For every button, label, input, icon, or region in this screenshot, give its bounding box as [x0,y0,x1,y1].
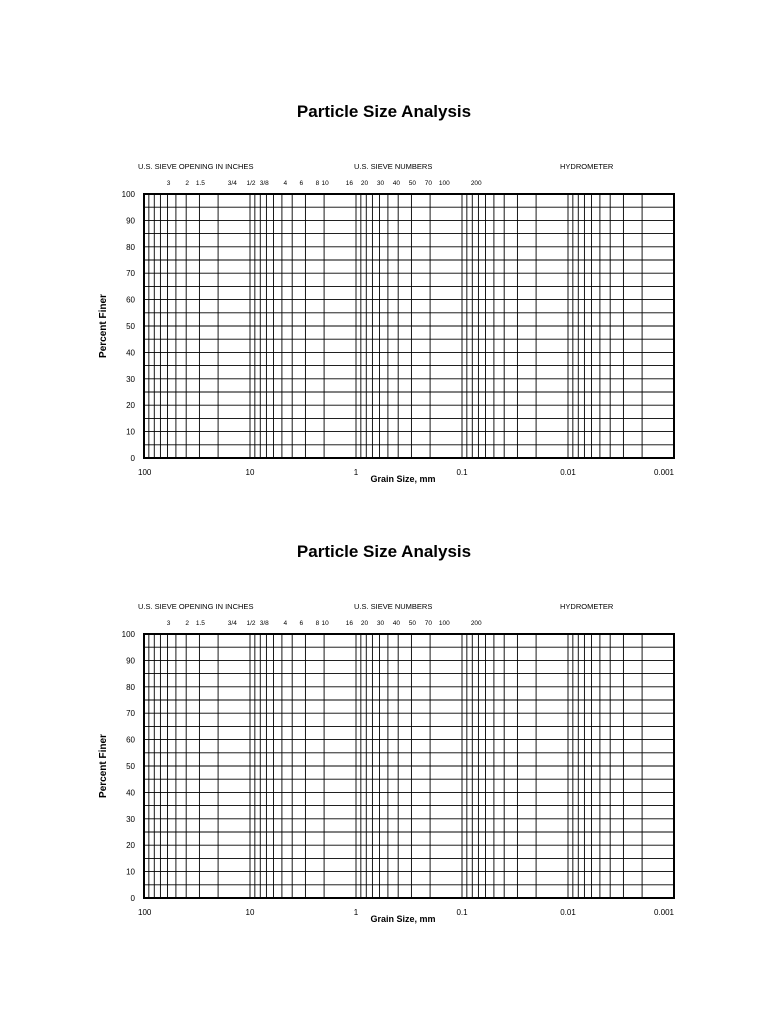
sieve-number-label: 30 [376,620,385,627]
sieve-number-label: 4 [283,180,288,187]
y-tick-label: 40 [126,348,135,358]
sieve-inch-label: 1/2 [246,180,256,187]
y-tick-label: 70 [126,709,135,719]
sieve-number-label: 100 [438,620,450,627]
y-tick-label: 20 [126,841,135,851]
chart-plot [0,102,768,522]
sieve-number-label: 200 [470,180,482,187]
y-tick-label: 30 [126,374,135,384]
y-tick-label: 30 [126,814,135,824]
x-axis-label: Grain Size, mm [370,474,436,484]
sieve-inch-label: 1.5 [195,620,205,627]
sieve-inch-label: 1/2 [246,620,256,627]
sieve-number-label: 6 [299,180,304,187]
y-tick-label: 10 [126,427,135,437]
y-axis-label: Percent Finer [98,294,109,358]
sieve-number-label: 20 [360,620,369,627]
x-tick-label: 0.001 [653,468,674,477]
y-tick-label: 0 [130,454,135,463]
chart-title: Particle Size Analysis [296,542,472,561]
sieve-inch-label: 2 [185,620,189,627]
sieve-number-label: 4 [283,620,288,627]
sieve-inch-label: 3/4 [227,180,237,187]
sieve-inch-label: 3 [166,180,171,187]
sieve-number-label: 100 [438,180,450,187]
sieve-number-label: 200 [470,620,482,627]
y-tick-label: 0 [130,894,135,903]
sieve-number-label: 40 [392,620,401,627]
y-tick-label: 90 [126,656,135,666]
chart-title: Particle Size Analysis [296,102,472,121]
y-tick-label: 10 [126,867,135,877]
y-axis-label: Percent Finer [98,734,109,798]
y-tick-label: 100 [121,190,135,199]
sieve-number-label: 70 [424,180,433,187]
y-tick-label: 60 [126,735,135,745]
sieve-inch-label: 3 [166,620,171,627]
x-tick-label: 10 [245,908,255,917]
x-tick-label: 1 [353,908,359,917]
x-axis-label: Grain Size, mm [370,914,436,924]
sieve-number-label: 8 [315,180,320,187]
sieve-number-label: 30 [376,180,385,187]
sieve-inch-label: 1.5 [195,180,205,187]
y-tick-label: 40 [126,788,135,798]
sieve-inch-label: 2 [185,180,189,187]
y-tick-label: 80 [126,682,135,692]
sieve-inch-label: 3/8 [259,620,269,627]
sieve-number-label: 70 [424,620,433,627]
sieve-number-label: 20 [360,180,369,187]
y-tick-label: 50 [126,322,135,331]
chart-plot [0,542,768,962]
x-tick-label: 100 [138,908,152,917]
sieve-number-label: 6 [299,620,304,627]
sieve-number-label: 8 [315,620,320,627]
sieve-number-label: 10 [321,180,329,187]
y-tick-label: 50 [126,762,135,771]
particle-size-chart-1 [0,102,768,522]
hydrometer-header: HYDROMETER [560,602,614,611]
sieve-numbers-header: U.S. SIEVE NUMBERS [354,602,433,611]
x-tick-label: 0.001 [653,908,674,917]
sieve-number-label: 16 [345,180,353,187]
x-tick-label: 10 [245,468,255,477]
sieve-inches-header: U.S. SIEVE OPENING IN INCHES [138,162,254,171]
x-tick-label: 100 [138,468,152,477]
y-tick-label: 70 [126,269,135,279]
sieve-numbers-header: U.S. SIEVE NUMBERS [354,162,433,171]
sieve-inch-label: 3/4 [227,620,237,627]
x-tick-label: 0.1 [456,468,468,477]
sieve-inches-header: U.S. SIEVE OPENING IN INCHES [138,602,254,611]
y-tick-label: 20 [126,401,135,411]
sieve-number-label: 16 [345,620,353,627]
y-tick-label: 90 [126,216,135,226]
y-tick-label: 60 [126,295,135,305]
sieve-number-label: 50 [408,620,417,627]
hydrometer-header: HYDROMETER [560,162,614,171]
particle-size-chart-2 [0,542,768,962]
x-tick-label: 1 [353,468,359,477]
sieve-number-label: 40 [392,180,401,187]
x-tick-label: 0.01 [560,468,576,477]
sieve-number-label: 10 [321,620,329,627]
sieve-number-label: 50 [408,180,417,187]
x-tick-label: 0.01 [560,908,576,917]
sieve-inch-label: 3/8 [259,180,269,187]
x-tick-label: 0.1 [456,908,468,917]
y-tick-label: 100 [121,630,135,639]
y-tick-label: 80 [126,242,135,252]
